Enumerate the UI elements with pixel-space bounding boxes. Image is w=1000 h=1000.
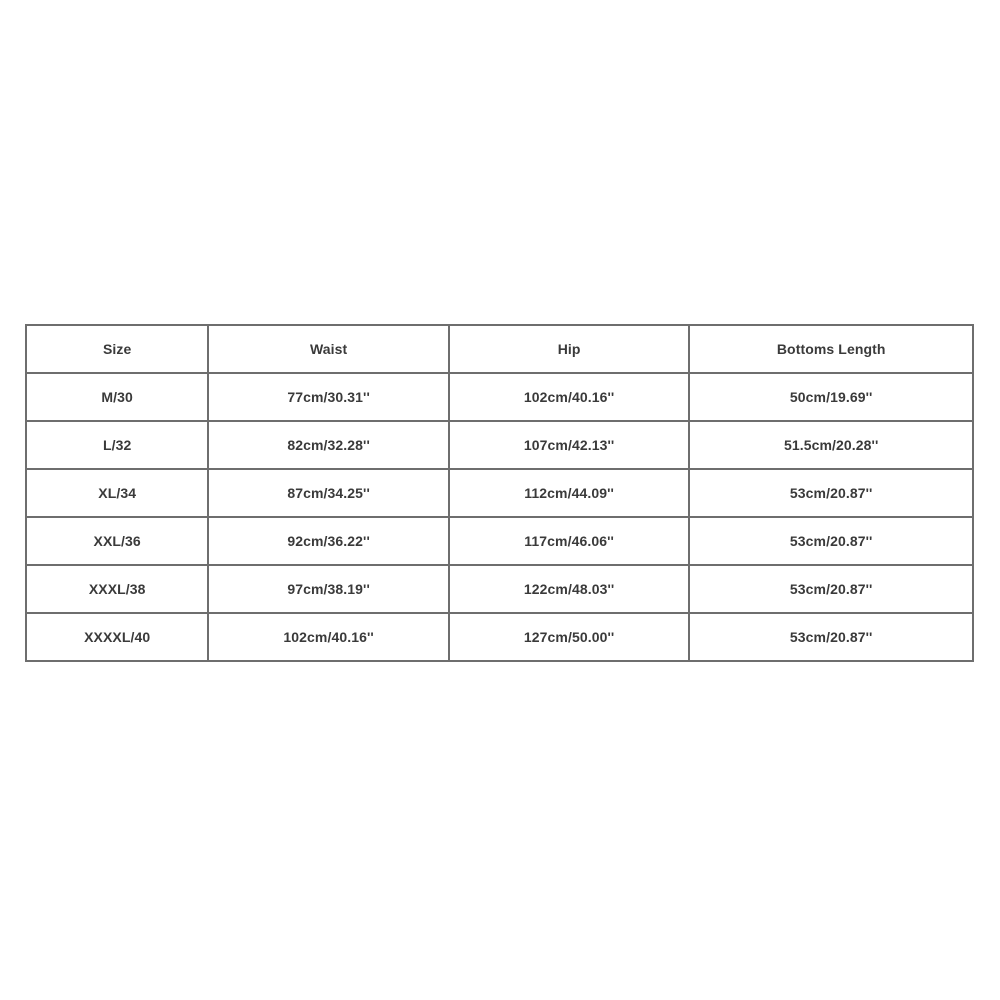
size-chart-table bbox=[25, 324, 974, 662]
cell-size: XL/34 bbox=[26, 469, 208, 517]
table-row bbox=[26, 613, 973, 661]
table-row bbox=[26, 565, 973, 613]
header-waist: Waist bbox=[208, 325, 449, 373]
header-bottoms-length: Bottoms Length bbox=[689, 325, 973, 373]
cell-hip: 102cm/40.16'' bbox=[449, 373, 690, 421]
cell-bottoms-length: 53cm/20.87'' bbox=[689, 613, 973, 661]
cell-size: XXXL/38 bbox=[26, 565, 208, 613]
cell-hip: 117cm/46.06'' bbox=[449, 517, 690, 565]
table-header-row bbox=[26, 325, 973, 373]
table-row bbox=[26, 469, 973, 517]
cell-bottoms-length: 53cm/20.87'' bbox=[689, 469, 973, 517]
cell-bottoms-length: 53cm/20.87'' bbox=[689, 517, 973, 565]
cell-size: L/32 bbox=[26, 421, 208, 469]
cell-hip: 112cm/44.09'' bbox=[449, 469, 690, 517]
cell-hip: 107cm/42.13'' bbox=[449, 421, 690, 469]
cell-waist: 77cm/30.31'' bbox=[208, 373, 449, 421]
cell-bottoms-length: 50cm/19.69'' bbox=[689, 373, 973, 421]
table-row bbox=[26, 421, 973, 469]
cell-bottoms-length: 51.5cm/20.28'' bbox=[689, 421, 973, 469]
table-row bbox=[26, 517, 973, 565]
cell-hip: 122cm/48.03'' bbox=[449, 565, 690, 613]
cell-bottoms-length: 53cm/20.87'' bbox=[689, 565, 973, 613]
header-hip: Hip bbox=[449, 325, 690, 373]
cell-hip: 127cm/50.00'' bbox=[449, 613, 690, 661]
cell-waist: 87cm/34.25'' bbox=[208, 469, 449, 517]
table-row bbox=[26, 373, 973, 421]
cell-size: M/30 bbox=[26, 373, 208, 421]
cell-waist: 97cm/38.19'' bbox=[208, 565, 449, 613]
cell-size: XXXXL/40 bbox=[26, 613, 208, 661]
cell-waist: 82cm/32.28'' bbox=[208, 421, 449, 469]
cell-waist: 92cm/36.22'' bbox=[208, 517, 449, 565]
header-size: Size bbox=[26, 325, 208, 373]
cell-waist: 102cm/40.16'' bbox=[208, 613, 449, 661]
cell-size: XXL/36 bbox=[26, 517, 208, 565]
